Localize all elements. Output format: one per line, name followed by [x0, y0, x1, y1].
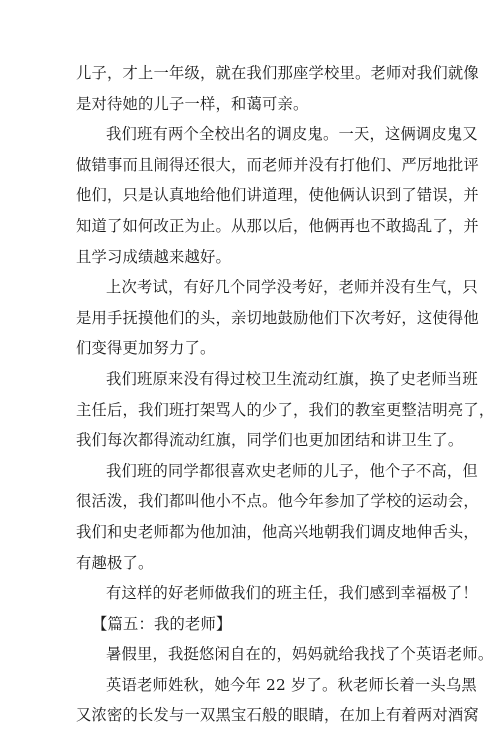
paragraph-start-line: 英语老师姓秋，她今年 22 岁了。秋老师长着一头乌黑 [106, 675, 477, 694]
paragraph-start-line: 上次考试，有好几个同学没考好，老师并没有生气，只 [106, 278, 478, 297]
paragraph-start-line: 我们班原来没有得过校卫生流动红旗，换了史老师当班 [106, 369, 478, 388]
text-line: 们变得更加努力了。 [76, 339, 216, 358]
text-line: 我们每次都得流动红旗，同学们也更加团结和讲卫生了。 [76, 431, 464, 450]
text-line: 他们，只是认真地给他们讲道理，使他俩认识到了错误，并 [76, 186, 479, 205]
text-line: 很活泼，我们都叫他小不点。他今年参加了学校的运动会， [76, 492, 479, 511]
paragraph-start-line: 暑假里，我挺悠闲自在的，妈妈就给我找了个英语老师。 [106, 645, 494, 664]
text-line: 儿子，才上一年级，就在我们那座学校里。老师对我们就像 [76, 64, 479, 82]
text-line: 做错事而且闹得还很大，而老师并没有打他们、严厉地批评 [76, 155, 479, 174]
section-heading: 【篇五：我的老师】 [92, 614, 232, 633]
paragraph-start-line: 我们班的同学都很喜欢史老师的儿子，他个子不高，但 [106, 461, 478, 480]
paragraph-start-line: 有这样的好老师做我们的班主任，我们感到幸福极了！ [106, 584, 478, 603]
text-line: 是用手抚摸他们的头，亲切地鼓励他们下次考好，这使得他 [76, 308, 479, 327]
text-line: 又浓密的长发与一双黑宝石般的眼睛，在加上有着两对酒窝 [76, 706, 479, 725]
text-line: 主任后，我们班打架骂人的少了，我们的教室更整洁明亮了， [76, 400, 495, 419]
text-line: 且学习成绩越来越好。 [76, 247, 231, 266]
text-line: 有趣极了。 [76, 553, 154, 572]
text-line: 知道了如何改正为止。从那以后，他俩再也不敢捣乱了，并 [76, 216, 479, 235]
text-line: 是对待她的儿子一样，和蔼可亲。 [76, 94, 309, 113]
paragraph-start-line: 我们班有两个全校出名的调皮鬼。一天，这俩调皮鬼又 [106, 125, 478, 144]
document-body [76, 58, 495, 731]
text-line: 我们和史老师都为他加油，他高兴地朝我们调皮地伸舌头， [76, 522, 479, 541]
